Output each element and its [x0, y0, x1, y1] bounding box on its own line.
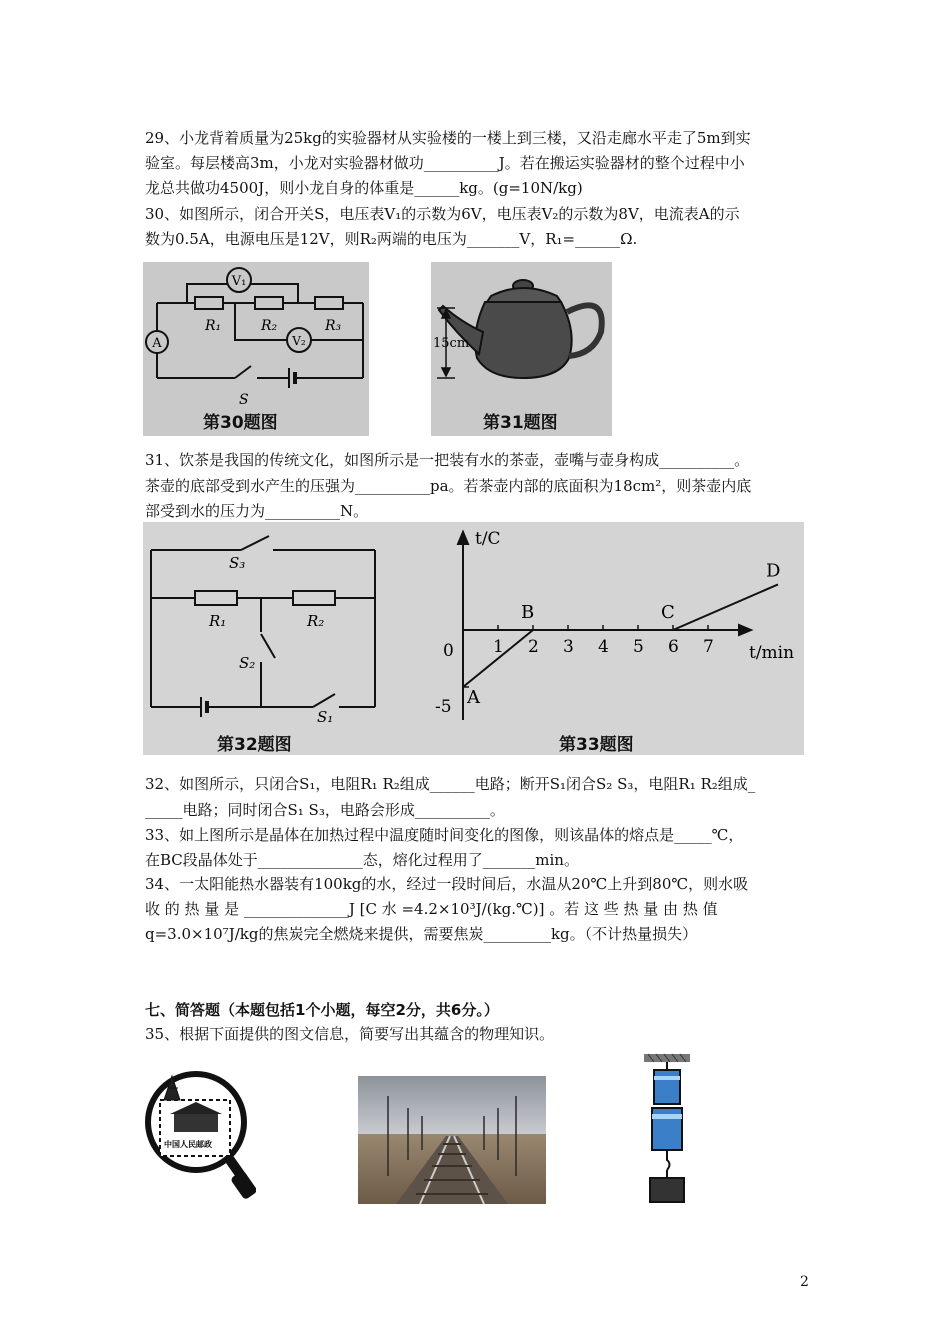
x-tick-label: 7	[703, 637, 714, 657]
fig32-r1-label: R₁	[209, 612, 227, 630]
q33-line-2: 在BC段晶体处于______________态，熔化过程用了_______min。	[145, 851, 579, 869]
chart-ylabel: t/C	[475, 529, 501, 549]
fig31-height-label: 15cm	[433, 336, 470, 351]
fig30-s-label: S	[239, 392, 249, 408]
hanging-magnets-image	[640, 1052, 694, 1204]
chart-ytick-label: -5	[435, 697, 452, 717]
fig32-r2-label: R₂	[307, 612, 325, 630]
fig32-s1-label: S₁	[317, 708, 334, 726]
fig30-r1-label: R₁	[205, 318, 222, 334]
q30-line-2: 数为0.5A，电源电压是12V，则R₂两端的电压为_______V，R₁=______Ω.	[145, 230, 638, 248]
fig30-caption: 第30题图	[203, 413, 278, 433]
point-label-d: D	[766, 560, 781, 582]
fig32-caption: 第32题图	[217, 735, 292, 755]
stamp-magnifier-image	[144, 1052, 256, 1202]
q33-line-1: 33、如上图所示是晶体在加热过程中温度随时间变化的图像，则该晶体的熔点是_____℃，	[145, 826, 744, 844]
q34-line-3: q=3.0×10⁷J/kg的焦炭完全燃烧来提供，需要焦炭_________kg。（不计热量损失）	[145, 925, 698, 943]
x-tick-label: 1	[493, 637, 504, 657]
point-label-a: A	[467, 687, 480, 708]
fig31-caption: 第31题图	[483, 413, 558, 433]
q31-line-2: 茶壶的底部受到水产生的压强为__________pa。若茶壶内部的底面积为18cm²，则茶壶内底	[145, 477, 752, 495]
x-tick-label: 6	[668, 637, 679, 657]
q31-line-3: 部受到水的压力为__________N。	[145, 502, 369, 520]
q32-line-2: _____电路；同时闭合S₁ S₃，电路会形成__________。	[145, 801, 505, 819]
q29-line-3: 龙总共做功4500J，则小龙自身的体重是______kg。(g=10N/kg)	[145, 179, 583, 197]
q35-text: 35、根据下面提供的图文信息，简要写出其蕴含的物理知识。	[145, 1025, 555, 1043]
fig30-a-label: A	[152, 336, 162, 351]
page-number: 2	[800, 1274, 809, 1290]
q31-line-1: 31、饮茶是我国的传统文化，如图所示是一把装有水的茶壶，壶嘴与壶身构成__________。	[145, 451, 750, 469]
point-label-b: B	[521, 602, 535, 623]
q29-line-1: 29、小龙背着质量为25kg的实验器材从实验楼的一楼上到三楼，又沿走廊水平走了5m到实	[145, 129, 751, 147]
q34-line-1: 34、一太阳能热水器装有100kg的水，经过一段时间后，水温从20℃上升到80℃，则水吸	[145, 875, 749, 893]
x-tick-label: 5	[633, 637, 644, 657]
fig32-s2-label: S₂	[239, 654, 256, 672]
figure-30-circuit	[143, 262, 369, 436]
q29-line-2: 验室。每层楼高3m，小龙对实验器材做功__________J。若在搬运实验器材的整个过程中小	[145, 154, 745, 172]
q34-line-2: 收 的 热 量 是 ______________J [C 水 =4.2×10³J/(kg.℃)] 。若 这 些 热 量 由 热 值	[145, 900, 718, 918]
chart-xlabel: t/min	[749, 643, 795, 663]
fig33-caption: 第33题图	[559, 735, 634, 755]
q32-line-1: 32、如图所示，只闭合S₁，电阻R₁ R₂组成______电路；断开S₁闭合S₂ S₃，电阻R₁ R₂组成_	[145, 775, 756, 793]
x-tick-label: 3	[563, 637, 574, 657]
railway-photo	[358, 1076, 546, 1204]
stamp-text: 中国人民邮政	[164, 1140, 212, 1149]
fig30-v1-label: V₁	[231, 274, 247, 289]
figure-31-teapot	[431, 262, 612, 436]
fig32-s3-label: S₃	[229, 554, 246, 572]
fig30-v2-label: V₂	[292, 334, 306, 348]
chart-origin-label: 0	[443, 641, 454, 661]
point-label-c: C	[661, 602, 675, 623]
section-7-heading: 七、简答题（本题包括1个小题，每空2分，共6分。）	[145, 1001, 499, 1019]
x-tick-label: 4	[598, 637, 609, 657]
fig30-r2-label: R₂	[261, 318, 278, 334]
melting-curve	[463, 584, 778, 687]
fig30-r3-label: R₃	[325, 318, 342, 334]
figure-32-33-panel	[143, 522, 804, 755]
x-tick-label: 2	[528, 637, 539, 657]
q30-line-1: 30、如图所示，闭合开关S，电压表V₁的示数为6V，电压表V₂的示数为8V，电流表A的示	[145, 205, 740, 223]
